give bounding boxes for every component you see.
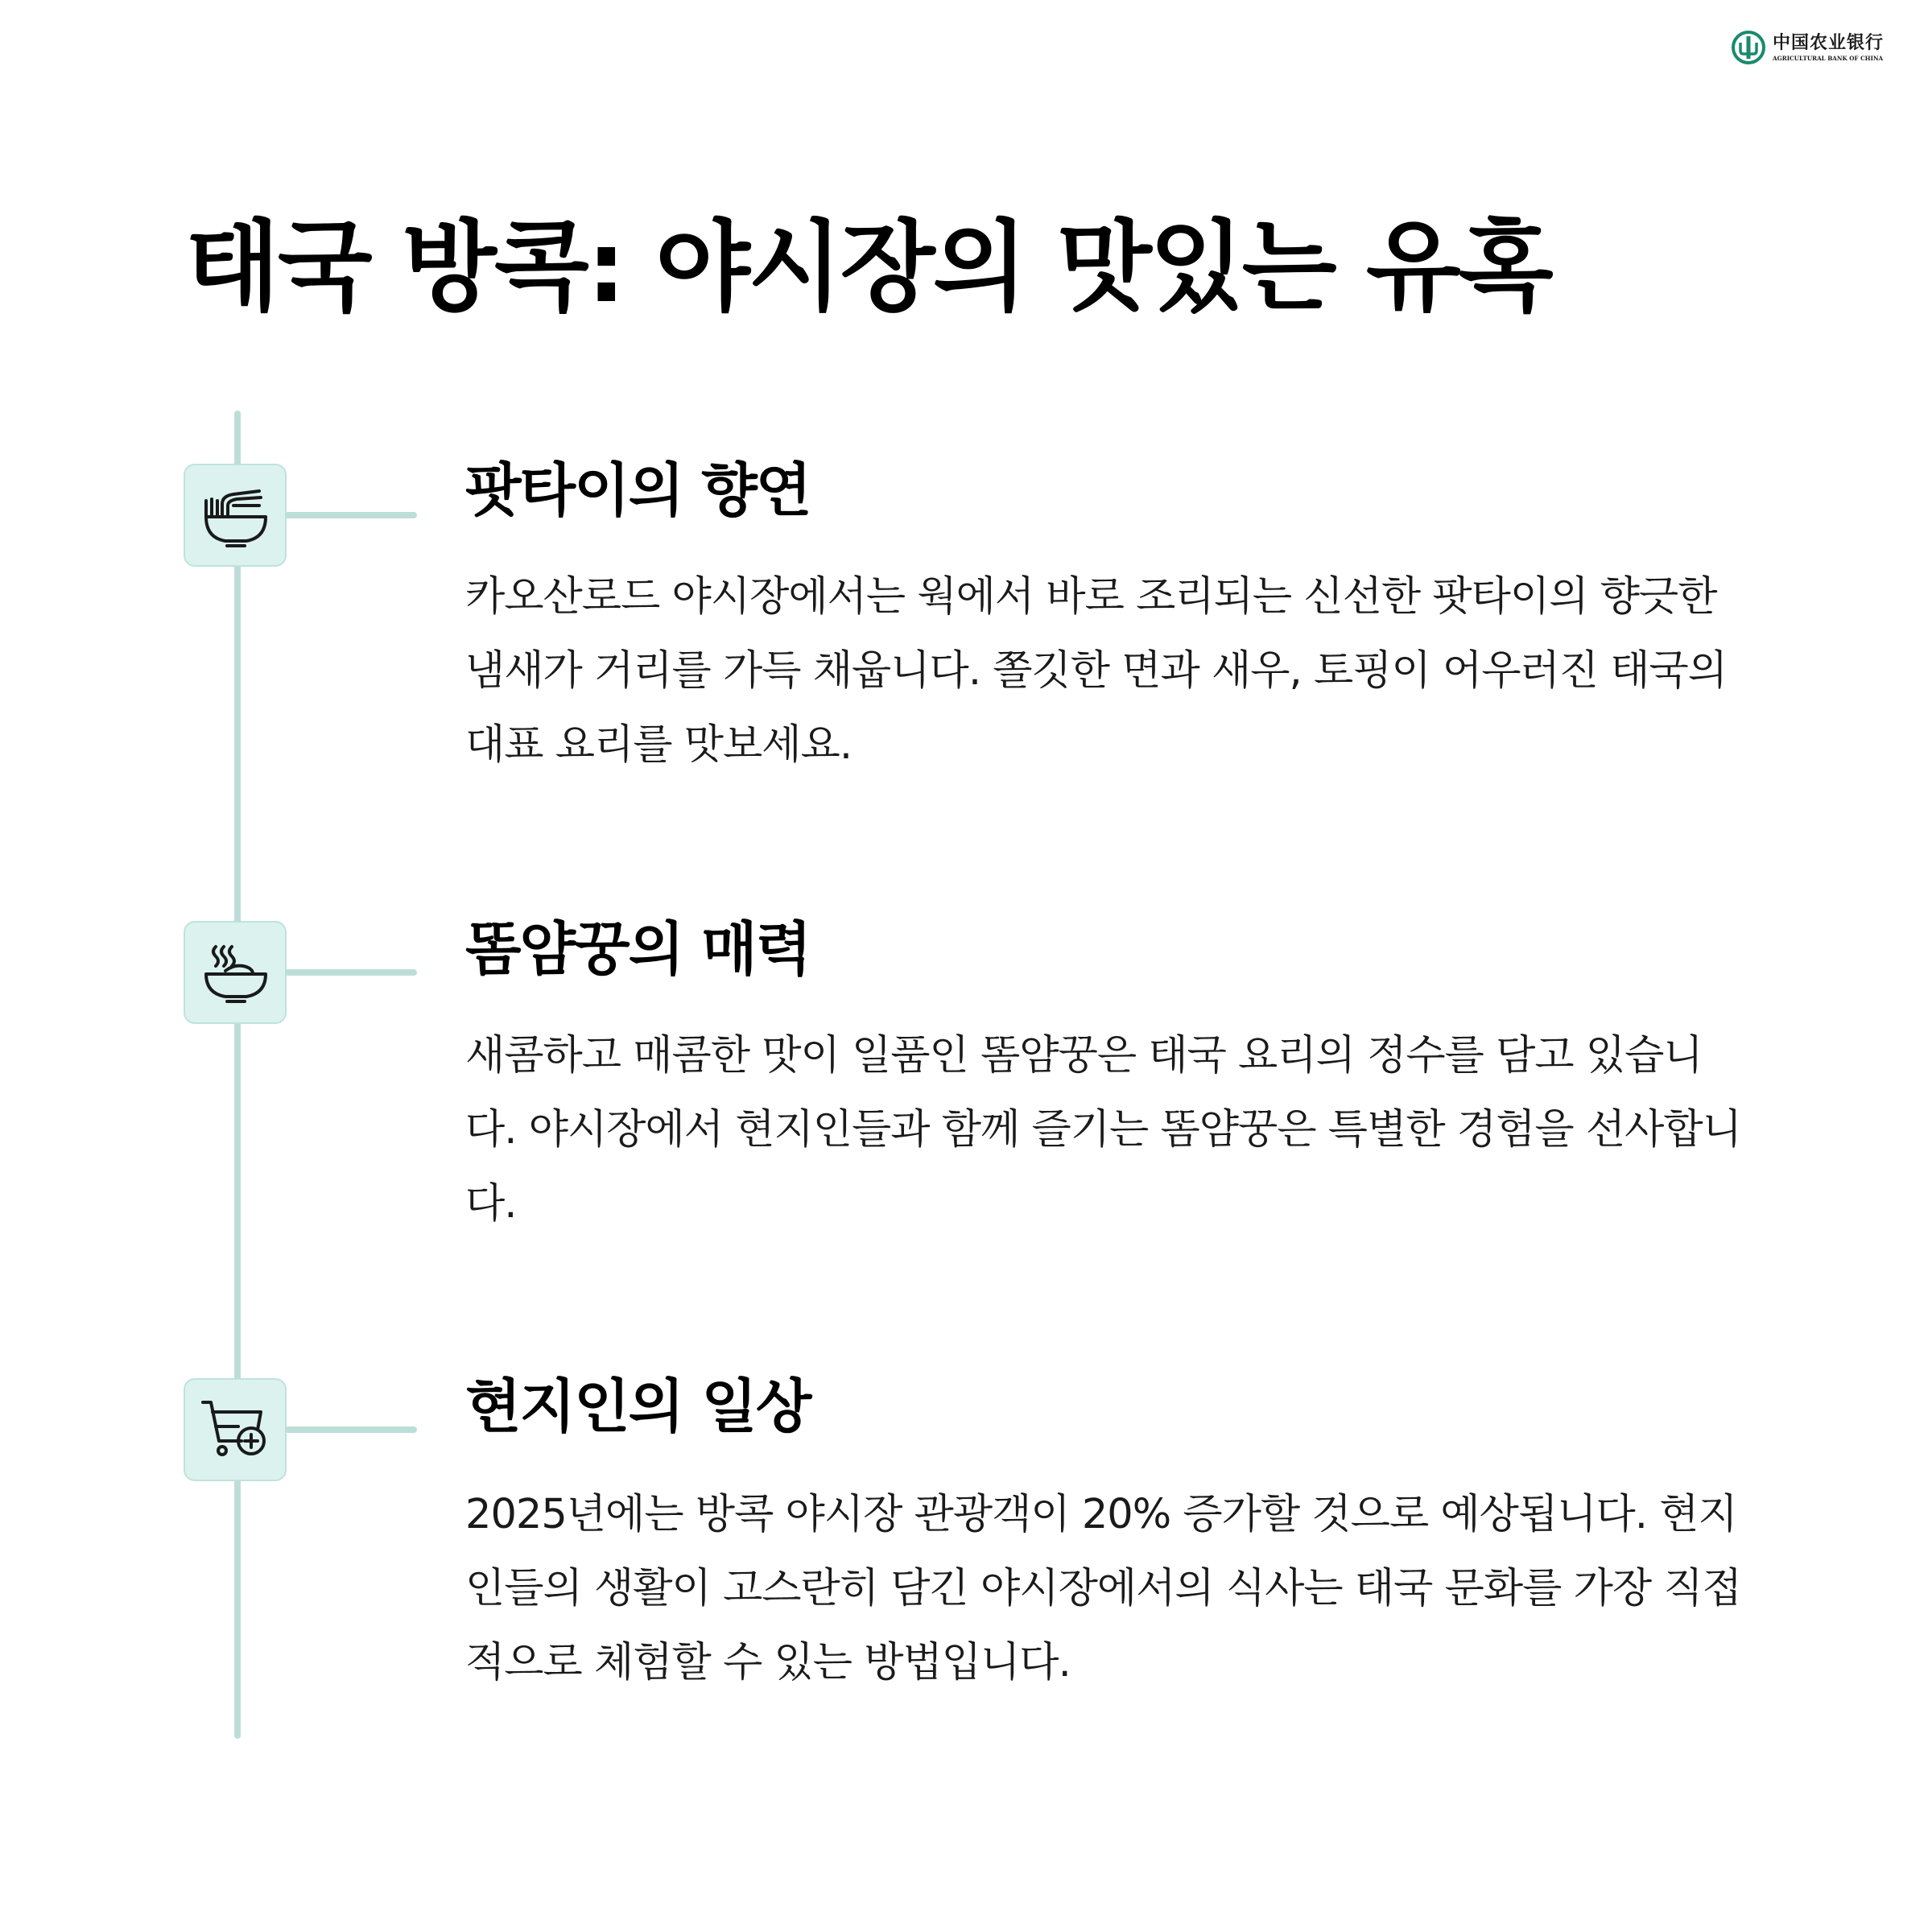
noodle-bowl-icon: [201, 481, 269, 549]
section-1-connector: [285, 512, 417, 518]
section-1-title: 팟타이의 향연: [465, 456, 811, 524]
soup-bowl-icon: [201, 939, 269, 1006]
section-3-icon-box: [184, 1378, 287, 1481]
section-2-body: 새콤하고 매콤한 맛이 일품인 똠얌꿍은 태국 요리의 정수를 담고 있습니다. 야시장에서 현지인들과 함께 즐기는 똠얌꿍은 특별한 경험을 선사합니다.: [465, 1032, 1741, 1228]
section-1-icon-box: [184, 464, 287, 567]
logo-name-en: AGRICULTURAL BANK OF CHINA: [1773, 54, 1884, 62]
section-3-connector: [285, 1426, 417, 1433]
page-title: 태국 방콕: 야시장의 맛있는 유혹: [185, 210, 1551, 324]
section-3-title: 현지인의 일상: [465, 1373, 811, 1440]
section-1-body: 카오산로드 야시장에서는 웍에서 바로 조리되는 신선한 팟타이의 향긋한 냄새가 거리를 가득 채웁니다. 쫄깃한 면과 새우, 토핑이 어우러진 태국의 대표 요리를 맛보세요.: [465, 573, 1728, 769]
section-2-connector: [285, 969, 417, 976]
section-2-title: 똠얌꿍의 매력: [465, 915, 811, 983]
section-3-body: 2025년에는 방콕 야시장 관광객이 20% 증가할 것으로 예상됩니다. 현지인들의 생활이 고스란히 담긴 야시장에서의 식사는 태국 문화를 가장 직접적으로 체험할 수 있는 방법입니다.: [465, 1491, 1741, 1686]
bank-logo: [1731, 29, 1912, 66]
timeline-line: [234, 411, 241, 1739]
abc-logo-icon: [1731, 30, 1766, 65]
cart-add-icon: [200, 1394, 270, 1465]
logo-name-cn: 中国农业银行: [1773, 31, 1885, 53]
section-2-icon-box: [184, 921, 287, 1024]
